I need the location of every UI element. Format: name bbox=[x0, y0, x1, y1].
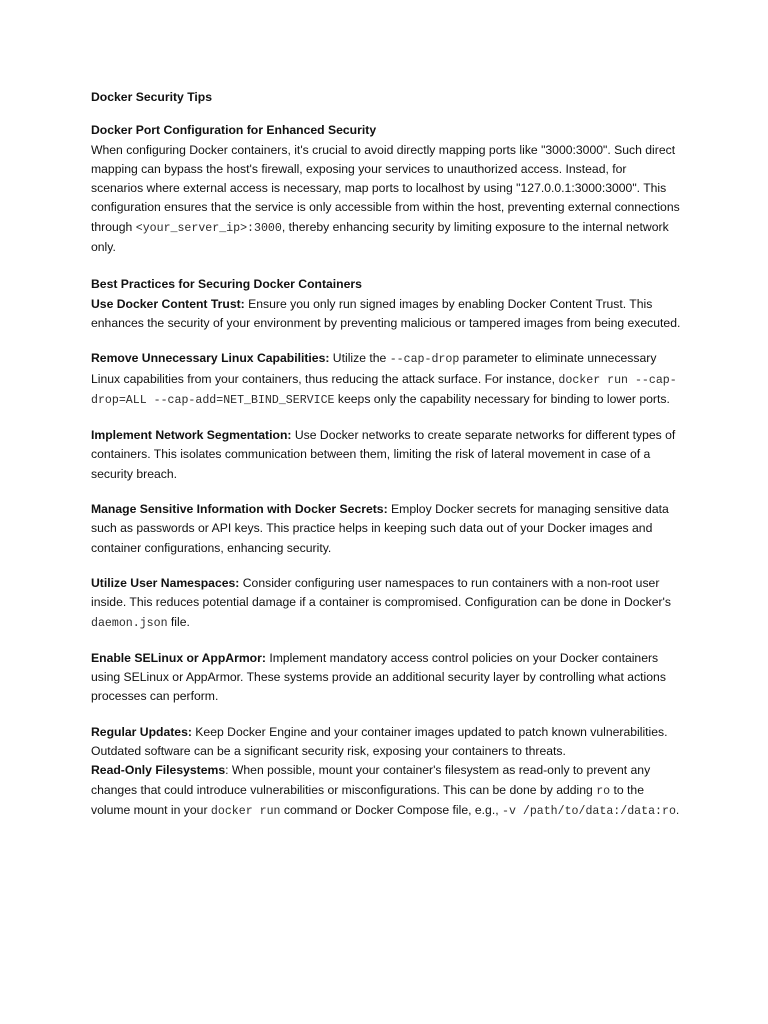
namespaces-lead: Utilize User Namespaces: bbox=[91, 575, 240, 590]
secrets-paragraph bbox=[91, 500, 681, 558]
updates-paragraph bbox=[91, 723, 681, 762]
segmentation-paragraph bbox=[91, 426, 681, 484]
daemon-json-code: daemon.json bbox=[91, 616, 168, 630]
capabilities-text-1: Utilize the bbox=[329, 351, 390, 366]
capabilities-text-3: keeps only the capability necessary for binding to lower ports. bbox=[334, 391, 670, 406]
secrets-lead: Manage Sensitive Information with Docker Secrets: bbox=[91, 502, 388, 517]
segmentation-lead: Implement Network Segmentation: bbox=[91, 428, 292, 443]
document-title: Docker Security Tips bbox=[91, 90, 213, 104]
port-config-text-1: When configuring Docker containers, it's crucial to avoid directly mapping ports like "3000:3000". Such direct mapping can bypass the host's firewall, exposing your services to unauthorized access. Instead, for scenarios where external access is necessary, map ports to localhost by using "127.0.0.1:3000:3000". This configuration ensures that the service is only accessible from within the host, preventing external connections through bbox=[91, 142, 680, 234]
selinux-lead: Enable SELinux or AppArmor: bbox=[91, 650, 266, 665]
namespaces-text-2: file. bbox=[167, 614, 190, 629]
readonly-lead: Read-Only Filesystems bbox=[91, 763, 226, 778]
port-config-paragraph bbox=[91, 141, 681, 258]
namespaces-block bbox=[91, 574, 681, 633]
document-page bbox=[91, 88, 681, 821]
capabilities-block bbox=[91, 349, 681, 410]
ro-code: ro bbox=[596, 784, 611, 798]
docker-run-cap-code: docker run --cap-drop=ALL --cap-add=NET_BIND_SERVICE bbox=[91, 373, 677, 407]
updates-lead: Regular Updates: bbox=[91, 724, 192, 739]
content-trust-lead: Use Docker Content Trust: bbox=[91, 296, 245, 311]
content-trust-text: Ensure you only run signed images by enabling Docker Content Trust. This enhances the security of your environment by preventing malicious or tampered images from being executed. bbox=[91, 296, 681, 330]
updates-block bbox=[91, 723, 681, 762]
capabilities-lead: Remove Unnecessary Linux Capabilities: bbox=[91, 351, 330, 366]
cap-drop-code: --cap-drop bbox=[389, 353, 460, 367]
secrets-text: Employ Docker secrets for managing sensitive data such as passwords or API keys. This practice helps in keeping such data out of your Docker images and container configurations, enhancing security. bbox=[91, 502, 669, 555]
capabilities-text-2: parameter to eliminate unnecessary Linux capabilities from your containers, thus reducing the attack surface. For instance, bbox=[91, 351, 657, 386]
docker-run-code: docker run bbox=[210, 804, 281, 818]
port-config-text-2: , thereby enhancing security by limiting exposure to the internal network only. bbox=[91, 219, 669, 255]
readonly-paragraph bbox=[91, 761, 681, 821]
capabilities-paragraph bbox=[91, 349, 681, 410]
selinux-paragraph bbox=[91, 649, 681, 707]
readonly-text-4: . bbox=[675, 802, 680, 817]
readonly-text-1: : When possible, mount your container's filesystem as read-only to prevent any changes that could introduce vulnerabilities or misconfigurations. This can be done by adding bbox=[91, 763, 651, 797]
readonly-text-3: command or Docker Compose file, e.g., bbox=[280, 802, 502, 817]
best-practices-heading: Best Practices for Securing Docker Containers bbox=[91, 277, 362, 292]
readonly-text-2: to the volume mount in your bbox=[91, 782, 644, 817]
volume-mount-code: -v /path/to/data:/data:ro bbox=[501, 804, 676, 818]
content-trust-block bbox=[91, 275, 681, 333]
updates-text: Keep Docker Engine and your container images updated to patch known vulnerabilities. Outdated software can be a significant security risk, exposing your containers to threats. bbox=[91, 724, 668, 759]
namespaces-text-1: Consider configuring user namespaces to run containers with a non-root user inside. This reduces potential damage if a container is compromised. Configuration can be done in Docker's bbox=[91, 575, 671, 610]
port-config-heading: Docker Port Configuration for Enhanced Security bbox=[91, 123, 377, 138]
port-config-section bbox=[91, 121, 681, 257]
server-ip-code: <your_server_ip>:3000 bbox=[135, 221, 282, 235]
content-trust-paragraph bbox=[91, 295, 681, 334]
selinux-block bbox=[91, 649, 681, 707]
readonly-block bbox=[91, 761, 681, 821]
secrets-block bbox=[91, 500, 681, 558]
namespaces-paragraph bbox=[91, 574, 681, 633]
segmentation-block bbox=[91, 426, 681, 484]
selinux-text: Implement mandatory access control policies on your Docker containers using SELinux or AppArmor. These systems provide an additional security layer by controlling what actions processes can perform. bbox=[91, 650, 666, 704]
segmentation-text: Use Docker networks to create separate networks for different types of containers. This isolates communication between them, limiting the risk of lateral movement in case of a security breach. bbox=[91, 428, 676, 481]
